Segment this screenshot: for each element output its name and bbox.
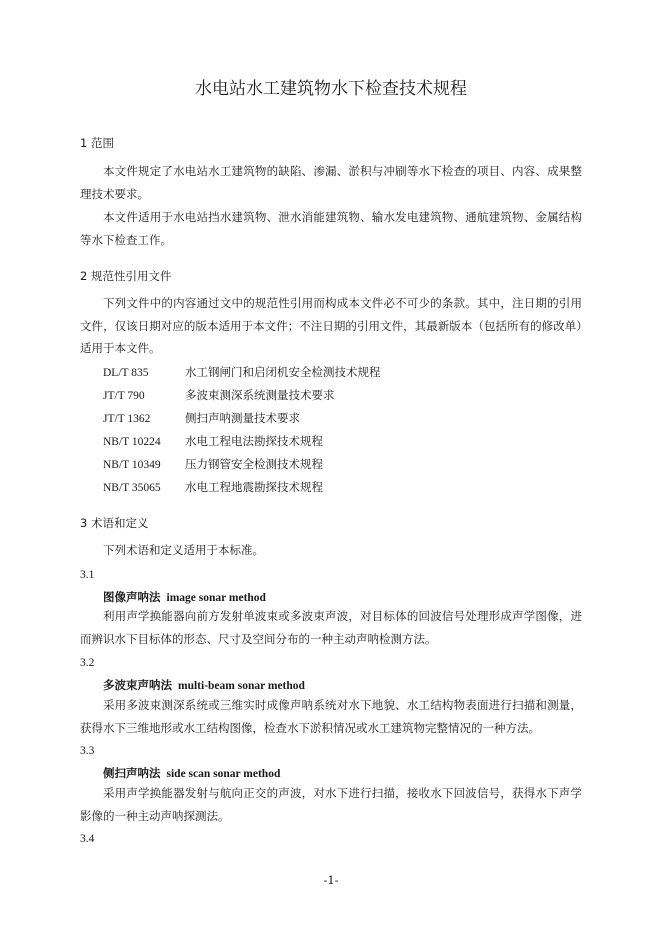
term-heading <box>103 765 280 782</box>
reference-code: JT/T 1362 <box>103 413 151 425</box>
term-cn: 侧扫声呐法 <box>103 766 161 780</box>
term-definition: 采用多波束测深系统或三维实时成像声呐系统对水下地貌、水工结构物表面进行扫描和测量，获得水下三维地形或水工结构图像，检查水下淤积情况或水工建筑物完整情况的一种方法。 <box>80 698 582 735</box>
section-heading-terms-definitions: 3 术语和定义 <box>80 516 149 530</box>
term-cn: 图像声呐法 <box>103 590 161 604</box>
terms-intro-paragraph: 下列术语和定义适用于本标准。 <box>103 543 264 557</box>
reference-code: NB/T 10224 <box>103 436 161 448</box>
reference-item <box>103 387 335 404</box>
page-number: -1- <box>323 873 339 887</box>
term-en: image sonar method <box>166 592 266 604</box>
scope-paragraph-1: 本文件规定了水电站水工建筑物的缺陷、渗漏、淤积与冲刷等水下检查的项目、内容、成果整理技术要求。 <box>80 164 582 201</box>
term-definition: 利用声学换能器向前方发射单波束或多波束声波，对目标体的回波信号处理形成声学图像，进而辨识水下目标体的形态、尺寸及空间分布的一种主动声呐检测方法。 <box>80 609 582 646</box>
reference-item <box>103 410 300 427</box>
term-en: multi-beam sonar method <box>178 680 305 692</box>
term-number: 3.4 <box>80 833 95 845</box>
reference-title: 侧扫声呐测量技术要求 <box>185 411 300 425</box>
scope-paragraph-2: 本文件适用于水电站挡水建筑物、泄水消能建筑物、输水发电建筑物、通航建筑物、金属结构等水下检查工作。 <box>80 210 582 247</box>
reference-title: 水电工程地震勘探技术规程 <box>185 480 323 494</box>
term-heading <box>103 677 305 694</box>
reference-title: 压力钢管安全检测技术规程 <box>185 457 323 471</box>
references-intro-paragraph: 下列文件中的内容通过文中的规范性引用而构成本文件必不可少的条款。其中，注日期的引用文件，仅该日期对应的版本适用于本文件；不注日期的引用文件，其最新版本（包括所有的修改单）适用于本文件。 <box>80 296 582 355</box>
section-heading-normative-references: 2 规范性引用文件 <box>80 269 172 283</box>
reference-title: 水工钢闸门和启闭机安全检测技术规程 <box>185 365 381 379</box>
section-heading-scope: 1 范围 <box>80 136 114 150</box>
term-en: side scan sonar method <box>166 768 281 780</box>
reference-title: 多波束测深系统测量技术要求 <box>185 388 335 402</box>
document-title: 水电站水工建筑物水下检查技术规程 <box>195 79 467 99</box>
reference-code: NB/T 10349 <box>103 459 161 471</box>
term-number: 3.1 <box>80 569 95 581</box>
term-number: 3.3 <box>80 745 95 757</box>
term-definition: 采用声学换能器发射与航向正交的声波，对水下进行扫描，接收水下回波信号，获得水下声学影像的一种主动声呐探测法。 <box>80 786 582 823</box>
reference-title: 水电工程电法勘探技术规程 <box>185 434 323 448</box>
reference-code: NB/T 35065 <box>103 482 161 494</box>
term-cn: 多波束声呐法 <box>103 678 172 692</box>
reference-code: JT/T 790 <box>103 390 145 402</box>
reference-item <box>103 364 381 381</box>
reference-item <box>103 433 323 450</box>
term-number: 3.2 <box>80 657 95 669</box>
reference-item <box>103 479 323 496</box>
reference-item <box>103 456 323 473</box>
term-heading <box>103 589 266 606</box>
reference-code: DL/T 835 <box>103 367 149 379</box>
